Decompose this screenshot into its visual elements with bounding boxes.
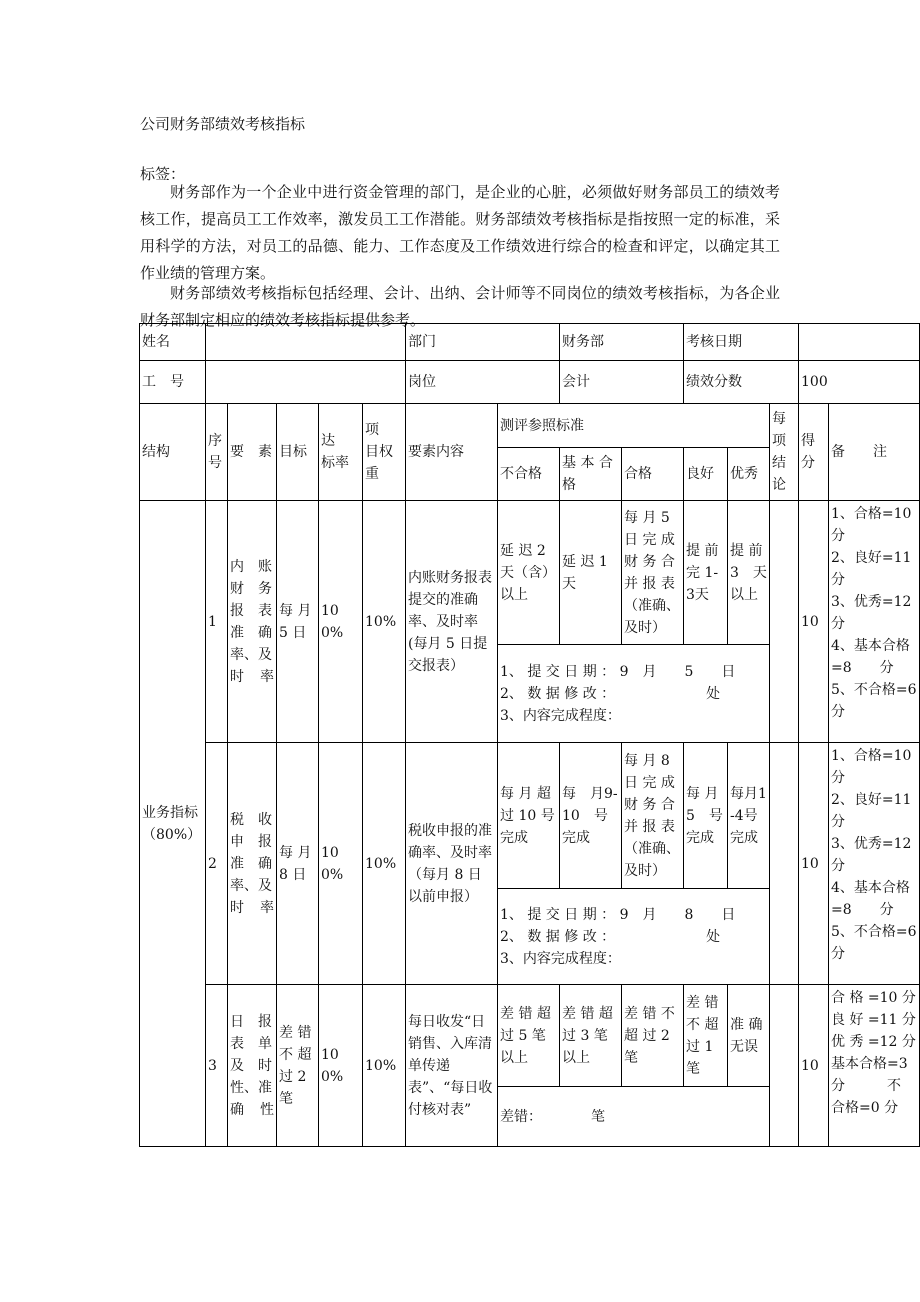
- score-value: 100: [799, 361, 920, 404]
- row-level-pass: 每 月 5日 完 成财 务 合并 报 表（准确、及时）: [622, 501, 684, 645]
- detail-line: 3、内容完成程度：: [500, 950, 621, 967]
- id-value-cell: [206, 361, 406, 404]
- remark-line: 合格=0 分: [831, 1100, 899, 1116]
- col-conclusion: 每项结论: [770, 404, 799, 501]
- row-seq: 1: [206, 501, 228, 743]
- row-level-basic: 每 月9-10 号完成: [560, 743, 622, 889]
- remark-line: 优 秀 =12 分: [831, 1034, 916, 1050]
- document-title: 公司财务部绩效考核指标: [140, 115, 306, 133]
- level-basic: 基 本 合格: [560, 448, 622, 501]
- level-good: 良好: [684, 448, 728, 501]
- remark-line: 3、优秀=12分: [831, 836, 912, 874]
- name-label: 姓名: [140, 324, 206, 361]
- row-remark: [829, 985, 920, 1147]
- header-row-id: [140, 361, 920, 404]
- row-target: 每 月5 日: [277, 501, 319, 743]
- row-detail: [498, 889, 770, 985]
- column-header-row-1: [140, 404, 920, 448]
- row-level-fail: 延 迟 2天（含）以上: [498, 501, 560, 645]
- row-weight: 10%: [363, 501, 406, 743]
- row-level-excellent: 准 确无误: [728, 985, 770, 1087]
- group-business-indicators: 业务指标（80%）: [140, 501, 206, 1147]
- detail-line: 1、 提 交 日 期 ： 9 月 5 日: [500, 663, 736, 680]
- col-score: 得分: [799, 404, 829, 501]
- level-fail: 不合格: [498, 448, 560, 501]
- col-target: 目标: [277, 404, 319, 501]
- remark-line: 良 好 =11 分: [831, 1012, 916, 1028]
- id-label: 工 号: [140, 361, 206, 404]
- detail-line: 3、内容完成程度：: [500, 707, 621, 724]
- row-level-fail: 差 错 超过 5 笔以上: [498, 985, 560, 1087]
- row-remark: [829, 743, 920, 985]
- remark-line: 5、不合格=6分: [831, 924, 917, 962]
- col-seq: 序号: [206, 404, 228, 501]
- intro-paragraph-2: 财务部绩效考核指标包括经理、会计、出纳、会计师等不同岗位的绩效考核指标，为各企业财务部制定相应的绩效考核指标提供参考。: [140, 284, 780, 329]
- remark-line: 1、合格=10分: [831, 748, 912, 786]
- row-achieve: 100%: [319, 743, 363, 985]
- remark-line: 4、基本合格=8 分: [831, 880, 910, 918]
- col-remark: 备 注: [829, 404, 920, 501]
- post-label: 岗位: [406, 361, 560, 404]
- row-conclusion: [770, 985, 799, 1147]
- row-level-pass: 每 月 8日 完 成财 务 合并 报 表（准确、及时）: [622, 743, 684, 889]
- score-label: 绩效分数: [684, 361, 799, 404]
- date-value-cell: [799, 324, 920, 361]
- tag-label: 标签：: [140, 165, 186, 183]
- row-score: 10: [799, 743, 829, 985]
- table-row: [140, 501, 920, 645]
- row-remark: [829, 501, 920, 743]
- row-level-good: 差 错不 超过 1笔: [684, 985, 728, 1087]
- row-target: 每 月8 日: [277, 743, 319, 985]
- row-seq: 3: [206, 985, 228, 1147]
- remark-line: 3、优秀=12分: [831, 594, 912, 632]
- col-weight: 项 目权重: [363, 404, 406, 501]
- remark-line: 1、合格=10分: [831, 506, 912, 544]
- level-excellent: 优秀: [728, 448, 770, 501]
- row-level-basic: 差 错 超过 3 笔以上: [560, 985, 622, 1087]
- row-detail: [498, 645, 770, 743]
- row-element: 内 账财 务报 表准 确率、及时率: [228, 501, 277, 743]
- row-level-good: 提 前完 1-3天: [684, 501, 728, 645]
- intro-paragraph-1: 财务部作为一个企业中进行资金管理的部门，是企业的心脏，必须做好财务部员工的绩效考核工作，提高员工工作效率，激发员工工作潜能。财务部绩效考核指标是指按照一定的标准，采用科学的方法，对员工的品德、能力、工作态度及工作绩效进行综合的检查和评定，以确定其工作业绩的管理方案。: [140, 183, 780, 282]
- table-row: [140, 743, 920, 889]
- row-element: 日 报表 单及 时性、准确性: [228, 985, 277, 1147]
- table-row: [140, 985, 920, 1087]
- row-achieve: 100%: [319, 985, 363, 1147]
- row-level-good: 每 月5 号完成: [684, 743, 728, 889]
- row-weight: 10%: [363, 743, 406, 985]
- level-pass: 合格: [622, 448, 684, 501]
- row-conclusion: [770, 501, 799, 743]
- detail-line: 2、 数 据 修 改 ： 处: [500, 685, 721, 702]
- row-seq: 2: [206, 743, 228, 985]
- row-achieve: 100%: [319, 501, 363, 743]
- row-content: 内账财务报表提交的准确率、及时率(每月 5 日提交报表）: [406, 501, 498, 743]
- header-row-name: [140, 324, 920, 361]
- row-level-excellent: 提 前3 天以上: [728, 501, 770, 645]
- detail-line: 1、 提 交 日 期 ： 9 月 8 日: [500, 906, 736, 923]
- row-detail: [498, 1087, 770, 1147]
- row-content: 每日收发“日销售、入库清单传递表”、“每日收付核对表”: [406, 985, 498, 1147]
- row-content: 税收申报的准确率、及时率（每月 8 日以前申报）: [406, 743, 498, 985]
- col-achieve: 达 标率: [319, 404, 363, 501]
- row-level-excellent: 每月1-4号 完成: [728, 743, 770, 889]
- row-level-pass: 差 错 不超 过 2笔: [622, 985, 684, 1087]
- row-target: 差 错不 超过 2笔: [277, 985, 319, 1147]
- dept-value: 财务部: [560, 324, 684, 361]
- detail-line: 差错： 笔: [500, 1108, 605, 1125]
- col-element: 要 素: [228, 404, 277, 501]
- dept-label: 部门: [406, 324, 560, 361]
- remark-line: 5、不合格=6分: [831, 682, 917, 720]
- row-conclusion: [770, 743, 799, 985]
- row-weight: 10%: [363, 985, 406, 1147]
- row-level-basic: 延 迟 1天: [560, 501, 622, 645]
- col-criteria: 测评参照标准: [498, 404, 770, 448]
- detail-line: 2、 数 据 修 改 ： 处: [500, 928, 721, 945]
- performance-table: [139, 323, 920, 1147]
- remark-line: 4、基本合格=8 分: [831, 638, 910, 676]
- row-element: 税 收申 报准 确率、及时率: [228, 743, 277, 985]
- remark-line: 2、良好=11分: [831, 550, 912, 588]
- post-value: 会计: [560, 361, 684, 404]
- row-level-fail: 每 月 超过 10 号完成: [498, 743, 560, 889]
- col-structure: 结构: [140, 404, 206, 501]
- col-content: 要素内容: [406, 404, 498, 501]
- remark-line: 2、良好=11分: [831, 792, 912, 830]
- name-value-cell: [206, 324, 406, 361]
- remark-line: 合 格 =10 分: [831, 990, 916, 1006]
- row-score: 10: [799, 985, 829, 1147]
- date-label: 考核日期: [684, 324, 799, 361]
- row-score: 10: [799, 501, 829, 743]
- remark-line: 基本合格=3分 不: [831, 1056, 908, 1094]
